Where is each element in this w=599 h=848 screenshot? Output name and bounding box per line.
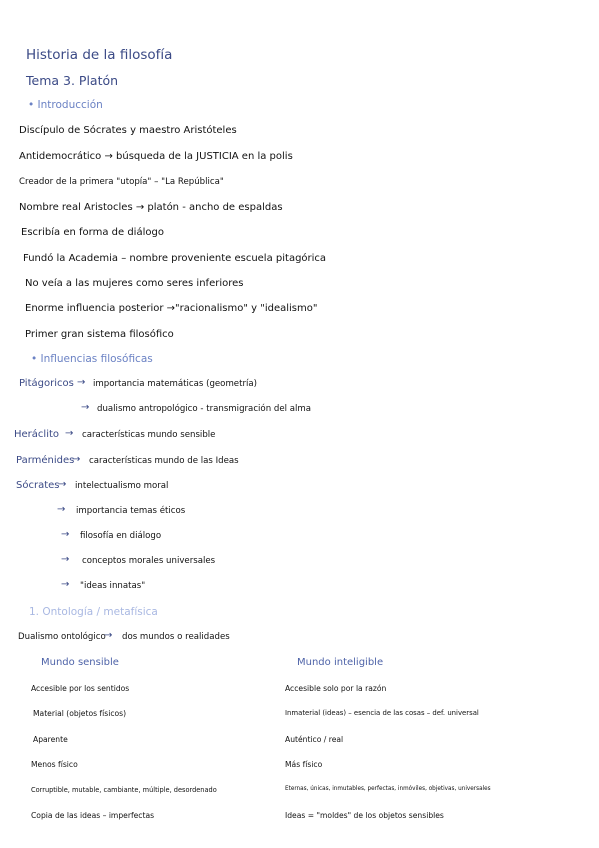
sensible-item: Copia de las ideas – imperfectas	[31, 811, 155, 820]
inteligible-item: Auténtico / real	[285, 735, 344, 744]
arrow-icon: →	[61, 579, 70, 590]
intro-line: Discípulo de Sócrates y maestro Aristóteles	[19, 125, 237, 136]
sensible-item: Accesible por los sentidos	[31, 684, 130, 693]
sensible-item: Aparente	[33, 735, 68, 744]
arrow-icon: →	[104, 630, 113, 641]
influence-item: filosofía en diálogo	[80, 531, 162, 541]
influence-item: dualismo antropológico - transmigración del alma	[97, 404, 312, 414]
intro-line: Creador de la primera "utopía" – "La República"	[19, 177, 224, 187]
arrow-icon: →	[58, 479, 67, 490]
arrow-icon: →	[81, 402, 90, 413]
philosopher-parmenides: Parménides	[16, 455, 75, 466]
philosopher-pitagoricos: Pitágoricos	[19, 378, 74, 389]
influence-item: "ideas innatas"	[80, 581, 146, 591]
inteligible-item: Accesible solo por la razón	[285, 684, 387, 693]
intro-line: Escribía en forma de diálogo	[21, 227, 164, 238]
intro-heading: • Introducción	[28, 99, 103, 111]
arrow-icon: →	[77, 377, 86, 388]
influence-item: conceptos morales universales	[82, 556, 216, 566]
page-subtitle: Tema 3. Platón	[26, 73, 119, 88]
intro-line: No veía a las mujeres como seres inferiores	[25, 278, 244, 289]
intro-line: Primer gran sistema filosófico	[25, 329, 174, 340]
influencias-heading: • Influencias filosóficas	[31, 353, 153, 365]
arrow-icon: →	[72, 454, 81, 465]
influence-item: importancia matemáticas (geometría)	[93, 379, 258, 389]
influence-item: intelectualismo moral	[75, 481, 169, 491]
sensible-item: Material (objetos físicos)	[33, 709, 127, 718]
inteligible-item: Más físico	[285, 760, 323, 769]
philosopher-socrates: Sócrates	[16, 480, 60, 491]
page-title: Historia de la filosofía	[26, 47, 173, 63]
inteligible-item: Ideas = "moldes" de los objetos sensibles	[285, 811, 444, 820]
inteligible-item: Inmaterial (ideas) – esencia de las cosas – def. universal	[285, 709, 479, 717]
arrow-icon: →	[61, 529, 70, 540]
ontologia-heading: 1. Ontología / metafísica	[29, 606, 158, 618]
intro-line: Antidemocrático → búsqueda de la JUSTICIA en la polis	[19, 151, 293, 162]
influence-item: importancia temas éticos	[76, 506, 186, 516]
intro-line: Nombre real Aristocles → platón - ancho de espaldas	[19, 202, 283, 213]
mundo-inteligible-heading: Mundo inteligible	[297, 657, 384, 668]
arrow-icon: →	[57, 504, 66, 515]
intro-line: Enorme influencia posterior →"racionalismo" y "idealismo"	[25, 303, 318, 314]
dualismo-text: dos mundos o realidades	[122, 632, 230, 642]
influence-item: características mundo sensible	[82, 430, 216, 440]
philosopher-heraclito: Heráclito	[14, 429, 60, 440]
influence-item: características mundo de las Ideas	[89, 456, 239, 466]
sensible-item: Corruptible, mutable, cambiante, múltiple, desordenado	[31, 786, 217, 794]
mundo-sensible-heading: Mundo sensible	[41, 657, 119, 668]
inteligible-item: Eternas, únicas, inmutables, perfectas, inmóviles, objetivas, universales	[285, 786, 491, 792]
arrow-icon: →	[61, 554, 70, 565]
arrow-icon: →	[65, 428, 74, 439]
dualismo-label: Dualismo ontológico	[18, 632, 106, 642]
intro-line: Fundó la Academia – nombre proveniente escuela pitagórica	[23, 253, 327, 264]
sensible-item: Menos físico	[31, 760, 78, 769]
